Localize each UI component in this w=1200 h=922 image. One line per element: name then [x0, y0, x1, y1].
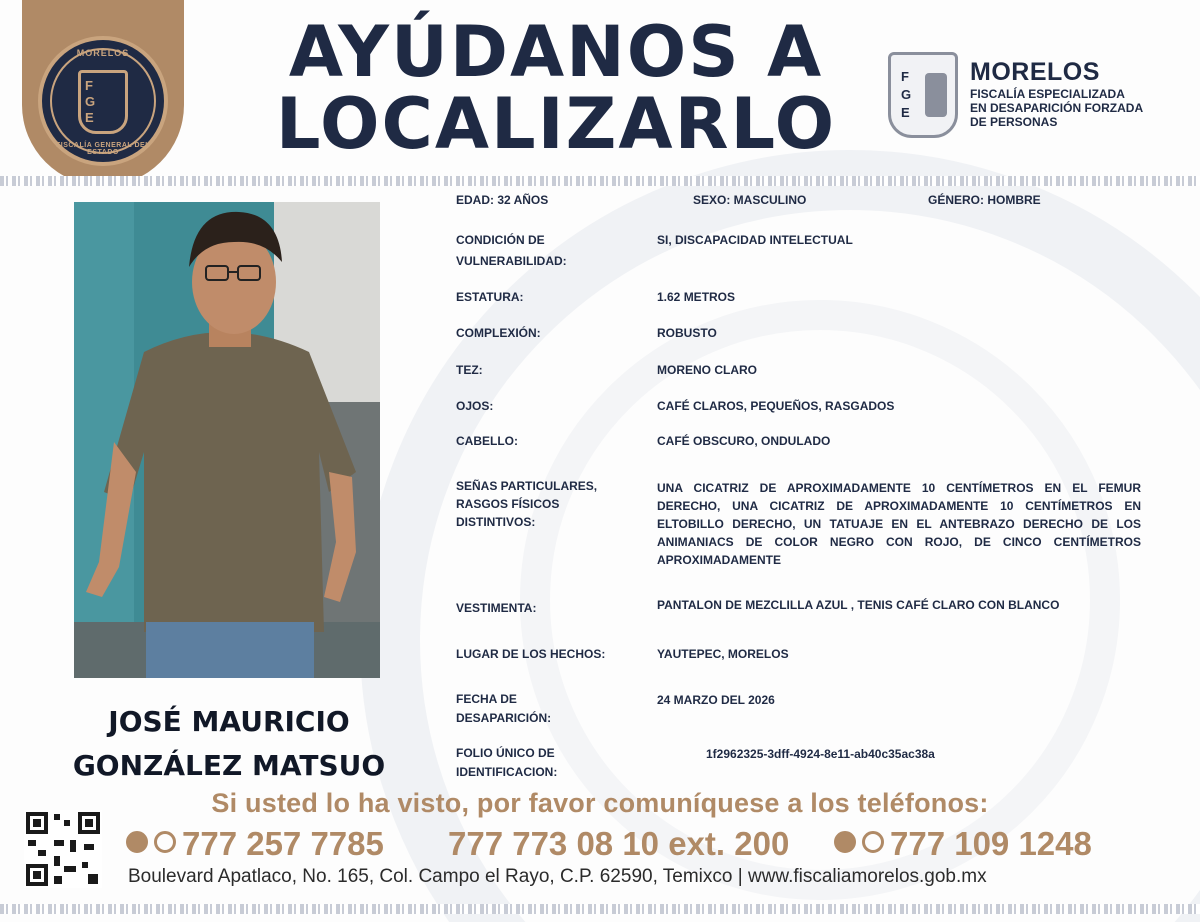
phone-3[interactable] [834, 824, 1092, 864]
vestimenta-value: PANTALON DE MEZCLILLA AZUL , TENIS CAFÉ CLARO CON BLANCO [657, 598, 1060, 612]
seal-shield [78, 70, 128, 134]
headline [246, 11, 866, 165]
phone-numbers [0, 824, 1200, 866]
condicion-label-2: VULNERABILIDAD: [456, 254, 567, 268]
scales-emblem-icon [925, 73, 947, 117]
estatura-value: 1.62 METROS [657, 290, 736, 304]
folio-value: 1f2962325-3dff-4924-8e11-ab40c35ac38a [706, 747, 935, 761]
whatsapp-icon [154, 831, 176, 853]
tez-label: TEZ: [456, 363, 483, 377]
seal-letter-g: G [85, 94, 96, 109]
genero-value: GÉNERO: HOMBRE [928, 193, 1041, 207]
estatura-label: ESTATURA: [456, 290, 524, 304]
agency-subtitle-3: DE PERSONAS [970, 115, 1058, 129]
phone-1-number: 777 257 7785 [182, 825, 384, 862]
ojos-label: OJOS: [456, 399, 494, 413]
cabello-label: CABELLO: [456, 434, 518, 448]
phone-1[interactable] [126, 824, 384, 864]
fge-seal-icon [38, 36, 168, 166]
person-name [44, 700, 414, 788]
address-and-website: Boulevard Apatlaco, No. 165, Col. Campo el Rayo, C.P. 62590, Temixco | www.fiscaliamorelos.gob.mx [128, 866, 987, 887]
agency-subtitle-1: FISCALÍA ESPECIALIZADA [970, 87, 1125, 101]
tez-value: MORENO CLARO [657, 363, 757, 377]
complexion-value: ROBUSTO [657, 326, 717, 340]
lugar-value: YAUTEPEC, MORELOS [657, 647, 789, 661]
lugar-label: LUGAR DE LOS HECHOS: [456, 647, 606, 661]
senas-value: UNA CICATRIZ DE APROXIMADAMENTE 10 CENTÍMETROS EN EL FEMUR DERECHO, UNA CICATRIZ DE APROXIMADAMENTE 10 CENTÍMETROS EN ELTOBILLO DERECHO, UN TATUAJE EN EL ANTEBRAZO DERECHO DE LOS ANIMANIACS DE COLOR NEGRO CON ROJO, DE CINCO CENTÍMETROS APROXIMADAMENTE [657, 481, 1141, 567]
edad-value: EDAD: 32 AÑOS [456, 193, 549, 207]
condicion-label-1: CONDICIÓN DE [456, 233, 545, 247]
folio-label-1: FOLIO ÚNICO DE [456, 746, 555, 760]
right-letter-f: F [901, 69, 909, 84]
agency-title: MORELOS [970, 58, 1100, 86]
agency-subtitle-2: EN DESAPARICIÓN FORZADA [970, 101, 1144, 115]
seal-letter-e: E [85, 110, 94, 125]
senas-label-3: DISTINTIVOS: [456, 515, 536, 529]
vestimenta-label: VESTIMENTA: [456, 601, 537, 615]
senas-label-2: RASGOS FÍSICOS [456, 497, 560, 511]
person-photo-illustration [74, 202, 380, 678]
senas-label [456, 477, 636, 531]
right-letter-e: E [901, 105, 910, 120]
senas-label-1: SEÑAS PARTICULARES, [456, 479, 598, 493]
phone-icon [126, 831, 148, 853]
person-photo [74, 202, 380, 678]
ojos-value: CAFÉ CLAROS, PEQUEÑOS, RASGADOS [657, 399, 895, 413]
fecha-label [456, 690, 636, 728]
phone-icon [834, 831, 856, 853]
cabello-value: CAFÉ OBSCURO, ONDULADO [657, 434, 831, 448]
headline-line-2: LOCALIZARLO [275, 83, 837, 165]
folio-label-2: IDENTIFICACION: [456, 765, 558, 779]
phone-3-number: 777 109 1248 [890, 825, 1092, 862]
seal-letter-f: F [85, 78, 93, 93]
fecha-value: 24 MARZO DEL 2026 [657, 693, 775, 707]
fge-shield-icon [888, 52, 958, 138]
fecha-label-1: FECHA DE [456, 692, 517, 706]
folio-label [456, 744, 636, 782]
person-name-line-2: GONZÁLEZ MATSUO [72, 749, 386, 782]
right-letter-g: G [901, 87, 912, 102]
phone-2-number: 777 773 08 10 ext. 200 [448, 825, 790, 862]
sexo-value: SEXO: MASCULINO [693, 193, 807, 207]
condicion-value: SI, DISCAPACIDAD INTELECTUAL [657, 233, 853, 247]
phone-2[interactable] [448, 824, 789, 864]
seal-bottom-text: FISCALÍA GENERAL DEL ESTADO [55, 142, 150, 156]
headline-line-1: AYÚDANOS A [288, 11, 824, 93]
top-separator [0, 176, 1200, 186]
seal-top-text: MORELOS [76, 48, 130, 58]
bottom-separator [0, 904, 1200, 914]
call-to-action: Si usted lo ha visto, por favor comuníquese a los teléfonos: [211, 788, 989, 818]
whatsapp-icon [862, 831, 884, 853]
condicion-label [456, 230, 636, 272]
fecha-label-2: DESAPARICIÓN: [456, 711, 552, 725]
complexion-label: COMPLEXIÓN: [456, 326, 541, 340]
agency-name [970, 58, 1195, 129]
person-name-line-1: JOSÉ MAURICIO [108, 705, 350, 738]
